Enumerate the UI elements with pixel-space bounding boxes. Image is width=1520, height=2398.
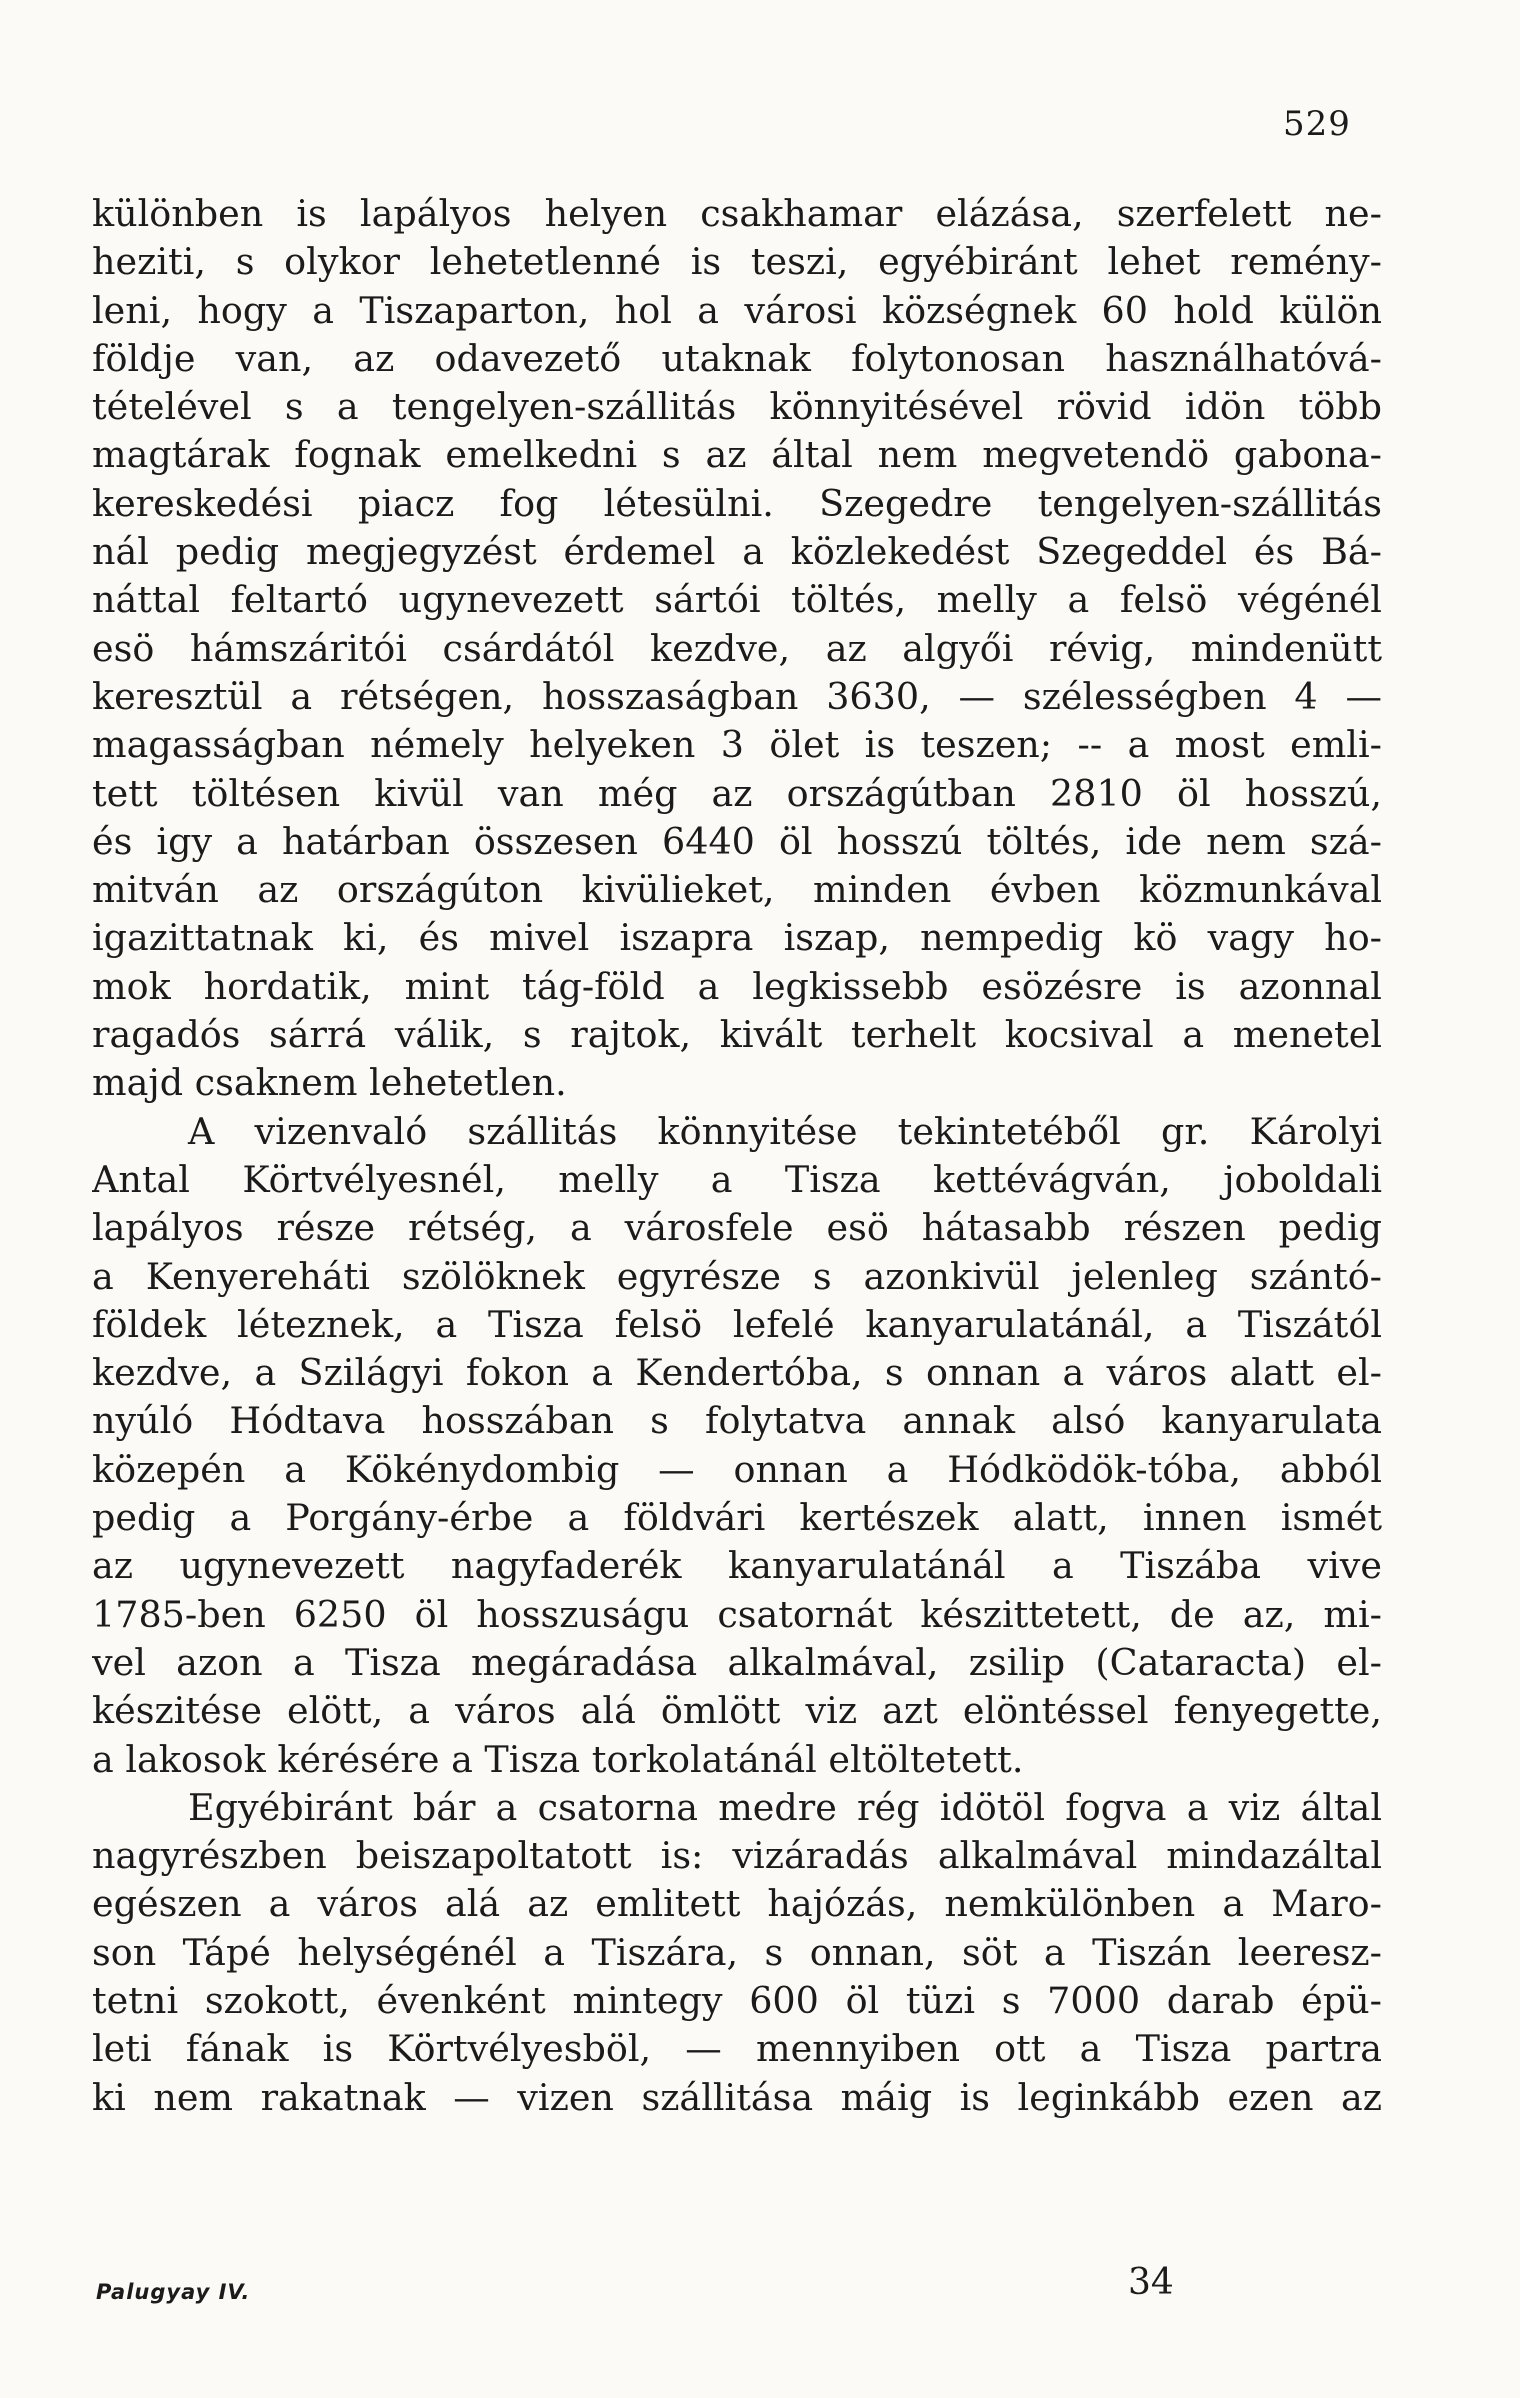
text-line: nagyrészben beiszapoltatott is: vizáradás alkalmával mindazáltal <box>92 1834 1382 1878</box>
text-line: majd csaknem lehetetlen. <box>92 1061 567 1105</box>
text-line: tetni szokott, évenként mintegy 600 öl tüzi s 7000 darab épü- <box>92 1978 1382 2022</box>
body-text <box>92 190 1382 2122</box>
text-line: esö hámszáritói csárdától kezdve, az algyői révig, mindenütt <box>92 626 1382 670</box>
text-line: magasságban némely helyeken 3 ölet is teszen; -- a most emli- <box>92 723 1382 767</box>
text-line: mitván az országúton kivülieket, minden évben közmunkával <box>92 868 1382 912</box>
text-line: tételével s a tengelyen-szállitás könnyitésével rövid idön több <box>92 385 1382 429</box>
text-line: ki nem rakatnak — vizen szállitása máig is leginkább ezen az <box>92 2075 1382 2119</box>
text-line: 1785-ben 6250 öl hosszuságu csatornát készittetett, de az, mi- <box>92 1592 1382 1636</box>
text-line: és igy a határban összesen 6440 öl hosszú töltés, ide nem szá- <box>92 819 1382 863</box>
text-line: vel azon a Tisza megáradása alkalmával, zsilip (Cataracta) el- <box>92 1640 1382 1684</box>
text-line: keresztül a rétségen, hosszaságban 3630, — szélességben 4 — <box>92 674 1382 718</box>
text-line: kereskedési piacz fog létesülni. Szegedre tengelyen-szállitás <box>92 481 1382 525</box>
text-line: készitése elött, a város alá ömlött viz azt elöntéssel fenyegette, <box>92 1689 1382 1733</box>
text-line: földek léteznek, a Tisza felsö lefelé kanyarulatánál, a Tiszától <box>92 1302 1382 1346</box>
text-line: az ugynevezett nagyfaderék kanyarulatánál a Tiszába vive <box>92 1544 1382 1588</box>
text-line: mok hordatik, mint tág-föld a legkissebb esözésre is azonnal <box>92 964 1382 1008</box>
text-line: leti fának is Körtvélyesböl, — mennyiben ott a Tisza partra <box>92 2027 1382 2071</box>
footer-signature: Palugyay IV. <box>96 2280 251 2304</box>
text-line: heziti, s olykor lehetetlenné is teszi, egyébiránt lehet remény- <box>92 240 1382 284</box>
text-line: son Tápé helységénél a Tiszára, s onnan, söt a Tiszán leeresz- <box>92 1930 1382 1974</box>
paragraph-start-line: A vizenvaló szállitás könnyitése tekintetéből gr. Károlyi <box>188 1109 1382 1153</box>
text-line: különben is lapályos helyen csakhamar elázása, szerfelett ne- <box>92 192 1382 235</box>
paragraph-start-line: Egyébiránt bár a csatorna medre rég idötöl fogva a viz által <box>188 1785 1382 1829</box>
text-line: a Kenyereháti szölöknek egyrésze s azonkivül jelenleg szántó- <box>92 1254 1382 1298</box>
text-line: pedig a Porgány-érbe a földvári kertészek alatt, innen ismét <box>92 1496 1382 1540</box>
text-line: náttal feltartó ugynevezett sártói töltés, melly a felsö végénél <box>92 578 1382 622</box>
text-line: közepén a Kökénydombig — onnan a Hódködök-tóba, abból <box>92 1447 1382 1491</box>
text-line: a lakosok kérésére a Tisza torkolatánál eltöltetett. <box>92 1737 1024 1781</box>
text-line: ragadós sárrá válik, s rajtok, kivált terhelt kocsival a menetel <box>92 1013 1382 1057</box>
text-line: lapályos része rétség, a városfele esö hátasabb részen pedig <box>92 1206 1382 1250</box>
text-line: nyúló Hódtava hosszában s folytatva annak alsó kanyarulata <box>92 1399 1382 1443</box>
text-line: földje van, az odavezető utaknak folytonosan használhatóvá- <box>92 336 1382 380</box>
text-line: magtárak fognak emelkedni s az által nem megvetendö gabona- <box>92 433 1382 477</box>
text-line: Antal Körtvélyesnél, melly a Tisza kettévágván, joboldali <box>92 1157 1382 1201</box>
sheet-number: 34 <box>1128 2262 1174 2303</box>
text-line: igazittatnak ki, és mivel iszapra iszap, nempedig kö vagy ho- <box>92 916 1382 960</box>
text-line: leni, hogy a Tiszaparton, hol a városi községnek 60 hold külön <box>92 288 1382 332</box>
text-line: tett töltésen kivül van még az országútban 2810 öl hosszú, <box>92 771 1382 815</box>
text-line: kezdve, a Szilágyi fokon a Kendertóba, s onnan a város alatt el- <box>92 1351 1382 1395</box>
text-line: nál pedig megjegyzést érdemel a közlekedést Szegeddel és Bá- <box>92 530 1382 574</box>
text-line: egészen a város alá az emlitett hajózás, nemkülönben a Maro- <box>92 1882 1382 1926</box>
page-number: 529 <box>1283 104 1351 144</box>
